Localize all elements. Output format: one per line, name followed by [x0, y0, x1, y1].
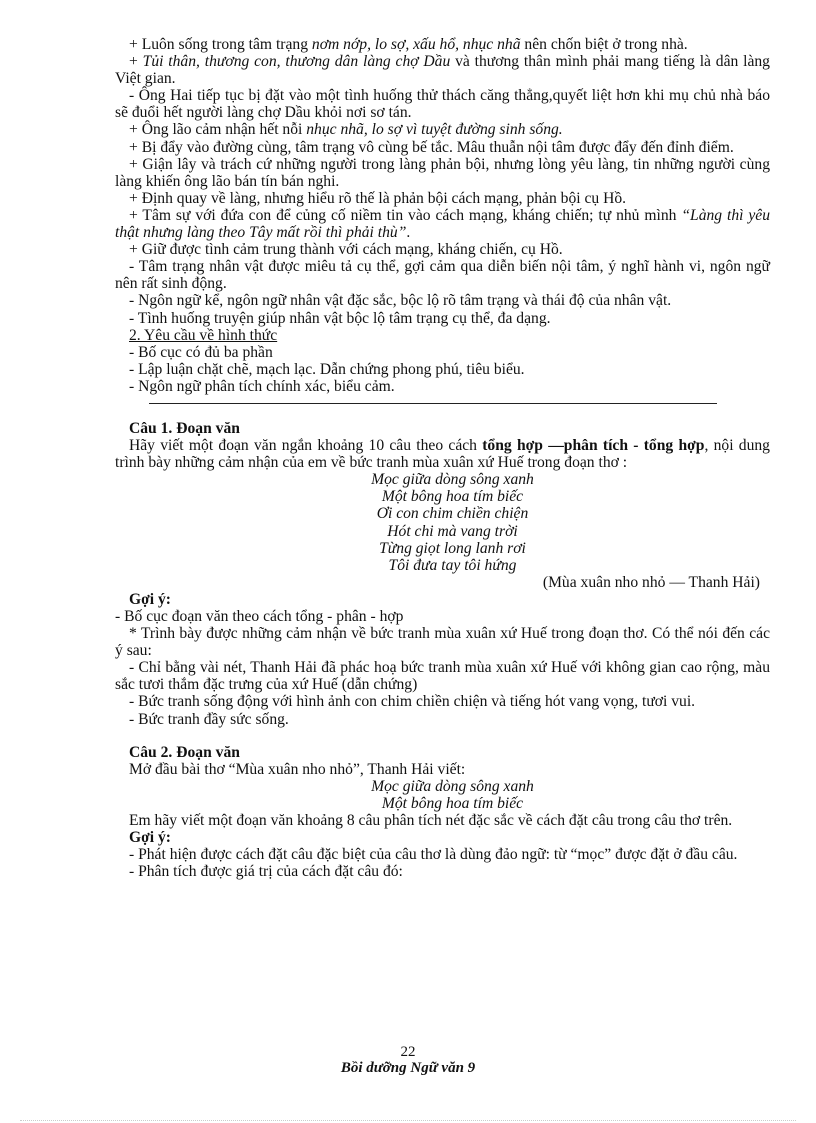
- analysis-line-prefix: + Luôn sống trong tâm trạng: [129, 36, 312, 53]
- cau2-hint: - Phân tích được giá trị của cách đặt câu đó:: [129, 863, 403, 881]
- cau1-prompt-b: , nội dung trình bày những cảm nhận của em về bức tranh mùa xuân xứ Huế trong đoạn thơ :: [115, 437, 770, 472]
- cau2-hint: - Phát hiện được cách đặt câu đặc biệt của câu thơ là dùng đảo ngữ: từ “mọc” được đặt ở đầu câu.: [129, 846, 738, 864]
- spacer: [115, 728, 770, 744]
- form-item: - Ngôn ngữ phân tích chính xác, biểu cảm.: [129, 377, 395, 395]
- cau1-hint: - Bức tranh đầy sức sống.: [129, 710, 289, 728]
- poem-line: Mọc giữa dòng sông xanh: [371, 471, 534, 489]
- analysis-line-suffix: và thương thân mình phải mang tiếng là dân làng Việt gian.: [115, 53, 770, 88]
- page-edge-divider: [20, 1120, 796, 1121]
- analysis-line-prefix: + Giữ được tình cảm trung thành với cách mạng, kháng chiến, cụ Hồ.: [129, 241, 563, 259]
- analysis-line-italic: “Làng thì yêu thật nhưng làng theo Tây mất rồi thì phải thù”: [115, 206, 770, 242]
- page-footer: Bồi dưỡng Ngữ văn 9: [340, 1060, 476, 1076]
- page-number: 22: [400, 1044, 416, 1060]
- analysis-line-italic: nơm nớp, lo sợ, xấu hổ, nhục nhã: [311, 36, 521, 53]
- analysis-line: [115, 258, 770, 292]
- analysis-line: [115, 156, 770, 190]
- analysis-line-prefix: - Ngôn ngữ kể, ngôn ngữ nhân vật đặc sắc, bộc lộ rõ tâm trạng và thái độ của nhân vật.: [129, 292, 672, 310]
- analysis-line: [115, 53, 770, 87]
- cau2-intro: Mở đầu bài thơ “Mùa xuân nho nhỏ”, Thanh Hải viết:: [129, 760, 466, 778]
- analysis-line-prefix: + Ông lão cảm nhận hết nỗi: [129, 121, 307, 139]
- analysis-line-suffix: .: [406, 224, 411, 242]
- analysis-line: [115, 36, 770, 53]
- analysis-line: [115, 292, 770, 309]
- analysis-line-italic: nhục nhã, lo sợ vì tuyệt đường sinh sống.: [306, 121, 563, 139]
- analysis-line-suffix: nên chốn biệt ở trong nhà.: [520, 36, 688, 53]
- poem-line: Một bông hoa tím biếc: [381, 488, 524, 506]
- cau1-heading: Câu 1. Đoạn văn: [129, 419, 240, 437]
- analysis-bullets: [115, 36, 770, 327]
- analysis-line: [115, 190, 770, 207]
- analysis-line: [115, 241, 770, 258]
- analysis-line-italic: Tủi thân, thương con, thương dân làng chợ Dầu: [142, 53, 451, 71]
- poem-attribution: (Mùa xuân nho nhỏ — Thanh Hải): [542, 573, 760, 591]
- cau1-hint: - Chỉ bằng vài nét, Thanh Hải đã phác hoạ bức tranh mùa xuân xứ Huế với không gian cao rộng, màu sắc tươi thắm đặc trưng của xứ Huế (dẫn chứng): [115, 659, 770, 694]
- cau2-heading: Câu 2. Đoạn văn: [129, 743, 240, 761]
- poem-line: Ơi con chim chiền chiện: [376, 505, 529, 523]
- poem-line: Một bông hoa tím biếc: [381, 794, 524, 812]
- poem-line: Tôi đưa tay tôi hứng: [388, 556, 517, 574]
- analysis-line: [115, 207, 770, 241]
- document-body: [115, 36, 770, 880]
- analysis-line-prefix: + Bị đẩy vào đường cùng, tâm trạng vô cùng bế tắc. Mâu thuẫn nội tâm được đẩy đến đỉnh điểm.: [129, 138, 734, 156]
- cau1-hint: * Trình bày được những cảm nhận về bức tranh mùa xuân xứ Huế trong đoạn thơ. Có thể nói đến các ý sau:: [115, 625, 770, 660]
- cau2-hint-label: Gợi ý:: [129, 829, 171, 847]
- poem-line: Từng giọt long lanh rơi: [379, 539, 526, 557]
- cau1-prompt-bold: tổng hợp —phân tích - tổng hợp: [482, 437, 705, 455]
- analysis-line-prefix: + Tâm sự với đứa con để củng cố niềm tin vào cách mạng, kháng chiến; tự nhủ mình: [129, 206, 682, 224]
- analysis-line: [115, 87, 770, 121]
- analysis-line-prefix: - Tình huống truyện giúp nhân vật bộc lộ tâm trạng cụ thể, đa dạng.: [129, 309, 551, 327]
- analysis-line-prefix: +: [129, 53, 143, 71]
- analysis-line: [115, 310, 770, 327]
- analysis-line-prefix: - Ông Hai tiếp tục bị đặt vào một tình huống thử thách căng thẳng,quyết liệt hơn khi mụ chủ nhà báo sẽ đuổi hết người làng chợ Dầu khỏi nơi sơ tán.: [115, 87, 770, 122]
- poem-line: Hót chi mà vang trời: [387, 522, 518, 540]
- poem-line: Mọc giữa dòng sông xanh: [371, 777, 534, 795]
- form-item: - Lập luận chặt chẽ, mạch lạc. Dẫn chứng phong phú, tiêu biểu.: [129, 360, 525, 378]
- cau1-hint: - Bố cục đoạn văn theo cách tổng - phân - hợp: [115, 608, 404, 625]
- spacer: [115, 404, 770, 420]
- analysis-line: [115, 121, 770, 138]
- analysis-line-prefix: + Định quay về làng, nhưng hiểu rõ thế là phản bội cách mạng, phản bội cụ Hồ.: [129, 189, 627, 207]
- analysis-line: [115, 139, 770, 156]
- cau1-hint: - Bức tranh sống động với hình ảnh con chim chiền chiện và tiếng hót vang vọng, tươi vui.: [129, 693, 696, 711]
- analysis-line-prefix: - Tâm trạng nhân vật được miêu tả cụ thể, gợi cảm qua diễn biến nội tâm, ý nghĩ hành vi, ngôn ngữ nên rất sinh động.: [115, 258, 770, 293]
- cau1-hint-label: Gợi ý:: [129, 590, 171, 608]
- cau1-prompt-a: Hãy viết một đoạn văn ngắn khoảng 10 câu theo cách: [129, 437, 483, 455]
- cau1-prompt: [115, 437, 770, 471]
- form-item: - Bố cục có đủ ba phần: [129, 343, 273, 361]
- analysis-line-prefix: + Giận lây và trách cứ những người trong làng phản bội, nhưng lòng yêu làng, tin những người cùng làng khiến ông lão bán tín bán nghi.: [115, 155, 770, 190]
- cau2-prompt: Em hãy viết một đoạn văn khoảng 8 câu phân tích nét đặc sắc về cách đặt câu trong câu thơ trên.: [129, 812, 733, 830]
- form-heading: 2. Yêu cầu về hình thức: [129, 326, 278, 344]
